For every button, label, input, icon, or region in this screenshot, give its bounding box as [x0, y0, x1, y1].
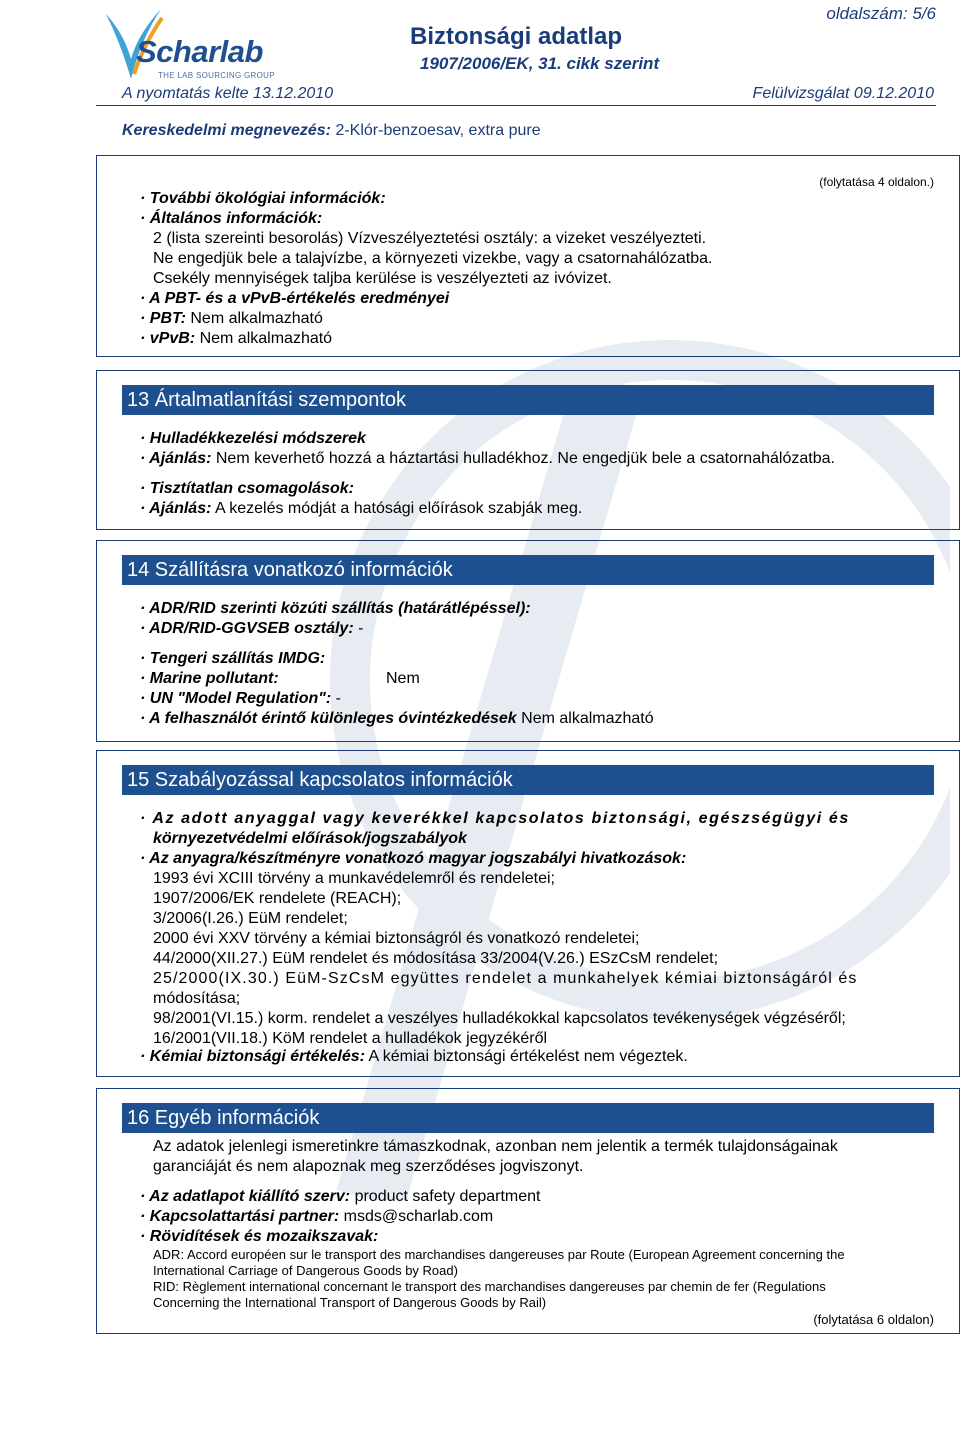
un-regulation-label: · UN "Model Regulation": [140, 690, 332, 707]
continuation-to: (folytatása 6 oldalon) [813, 1312, 934, 1327]
un-regulation-row [140, 690, 341, 708]
issuer-row [140, 1188, 540, 1206]
recommendation-2-label: · Ajánlás: [140, 500, 212, 517]
recommendation-2 [140, 500, 582, 518]
scharlab-logo [96, 4, 286, 88]
marine-pollutant-value: Nem [386, 670, 420, 687]
section-16-heading: 16 Egyéb információk [122, 1103, 934, 1133]
section-14-heading: 14 Szállításra vonatkozó információk [122, 555, 934, 585]
header-divider [96, 105, 936, 106]
abbreviation-adr-1: ADR: Accord européen sur le transport des marchandises dangereuses par Route (European Agreement concerning the [153, 1247, 845, 1262]
issuer-value: product safety department [354, 1188, 541, 1205]
law-item: 16/2001(VII.18.) KöM rendelet a hulladékok jegyzékéről [153, 1030, 548, 1047]
chemical-safety-value: A kémiai biztonsági értékelést nem végeztek. [368, 1048, 688, 1065]
adr-class-row [140, 620, 363, 638]
logo-text: Scharlab [136, 34, 263, 69]
print-date: A nyomtatás kelte 13.12.2010 [122, 85, 334, 102]
document-subtitle: 1907/2006/EK, 31. cikk szerint [420, 54, 660, 73]
special-precautions-value: Nem alkalmazható [521, 710, 654, 727]
issuer-label: · Az adatlapot kiállító szerv: [140, 1188, 351, 1205]
abbreviations-heading: · Rövidítések és mozaikszavak: [140, 1228, 379, 1245]
adr-class-value: - [358, 620, 364, 637]
eco-line-1: 2 (lista szereinti besorolás) Vízveszélyeztetési osztály: a vizeket veszélyezteti. [153, 230, 707, 247]
pbt-results-heading: · A PBT- és a vPvB-értékelés eredményei [140, 290, 450, 307]
recommendation-1 [140, 450, 835, 468]
pbt-row [140, 310, 323, 328]
pbt-label: · PBT: [140, 310, 186, 327]
special-precautions-label: · A felhasználót érintő különleges óvintézkedések [140, 710, 517, 727]
pbt-value: Nem alkalmazható [190, 310, 323, 327]
section-15-heading: 15 Szabályozással kapcsolatos információk [122, 765, 934, 795]
trade-name-label: Kereskedelmi megnevezés: [122, 122, 331, 139]
hungarian-laws-heading: · Az anyagra/készítményre vonatkozó magyar jogszabályi hivatkozások: [140, 850, 687, 867]
document-title: Biztonsági adatlap [410, 23, 623, 50]
recommendation-1-label: · Ajánlás: [140, 450, 212, 467]
section-13-heading: 13 Ártalmatlanítási szempontok [122, 385, 934, 415]
law-item: 2000 évi XXV törvény a kémiai biztonságról és vonatkozó rendeletei; [153, 930, 640, 947]
vpvb-row [140, 330, 332, 348]
trade-name-value: 2-Klór-benzoesav, extra pure [335, 122, 541, 139]
law-item: 25/2000(IX.30.) EüM-SzCsM együttes rendelet a munkahelyek kémiai biztonságáról és [153, 970, 858, 987]
imdg-heading: · Tengeri szállítás IMDG: [140, 650, 326, 667]
disclaimer-line-1: Az adatok jelenlegi ismeretinkre támaszkodnak, azonban nem jelentik a termék tulajdonságainak [153, 1138, 838, 1155]
un-regulation-value: - [335, 690, 341, 707]
special-precautions-row [140, 710, 654, 728]
adr-heading: · ADR/RID szerinti közúti szállítás (határátlépéssel): [140, 600, 531, 617]
eco-line-3: Csekély mennyiségek taljba kerülése is veszélyezteti az ivóvizet. [153, 270, 612, 287]
abbreviation-rid-2: Concerning the International Transport of Dangerous Goods by Rail) [153, 1295, 547, 1310]
vpvb-label: · vPvB: [140, 330, 196, 347]
recommendation-1-value: Nem keverhető hozzá a háztartási hulladékhoz. Ne engedjük bele a csatornahálózatba. [215, 450, 835, 467]
disclaimer-line-2: garanciáját és nem alapoznak meg szerződéses jogviszonyt. [153, 1158, 584, 1175]
regulations-heading-1: · Az adott anyaggal vagy keverékkel kapcsolatos biztonsági, egészségügyi és [140, 810, 850, 827]
contact-row [140, 1208, 493, 1226]
marine-pollutant-label: · Marine pollutant: [140, 670, 279, 687]
abbreviation-rid-1: RID: Règlement international concernant le transport des marchandises dangereuses par chemin de fer (Regulations [153, 1279, 826, 1294]
chemical-safety-label: · Kémiai biztonsági értékelés: [140, 1048, 365, 1065]
contact-value[interactable]: msds@scharlab.com [343, 1208, 494, 1225]
law-item: 98/2001(VI.15.) korm. rendelet a veszélyes hulladékokkal kapcsolatos tevékenységek végzéséről; [153, 1010, 846, 1027]
continuation-from: (folytatása 4 oldalon.) [819, 175, 934, 189]
law-item: 1993 évi XCIII törvény a munkavédelemről és rendeletei; [153, 870, 555, 887]
logo-tagline: THE LAB SOURCING GROUP [158, 71, 275, 80]
law-item: 1907/2006/EK rendelete (REACH); [153, 890, 402, 907]
contact-label: · Kapcsolattartási partner: [140, 1208, 340, 1225]
revision-date: Felülvizsgálat 09.12.2010 [752, 85, 934, 102]
abbreviation-adr-2: International Carriage of Dangerous Goods by Road) [153, 1263, 458, 1278]
law-item: 44/2000(XII.27.) EüM rendelet és módosítása 33/2004(V.26.) ESzCsM rendelet; [153, 950, 719, 967]
eco-line-2: Ne engedjük bele a talajvízbe, a környezeti vizekbe, vagy a csatornahálózatba. [153, 250, 713, 267]
law-item: 3/2006(I.26.) EüM rendelet; [153, 910, 348, 927]
regulations-heading-2: környezetvédelmi előírások/jogszabályok [153, 830, 467, 847]
page-number: oldalszám: 5/6 [826, 4, 936, 23]
recommendation-2-value: A kezelés módját a hatósági előírások szabják meg. [214, 500, 583, 517]
further-eco-heading: · További ökológiai információk: [140, 190, 386, 207]
adr-class-label: · ADR/RID-GGVSEB osztály: [140, 620, 354, 637]
chemical-safety-row [140, 1048, 688, 1066]
general-info-heading: · Általános információk: [140, 210, 323, 227]
vpvb-value: Nem alkalmazható [199, 330, 333, 347]
packaging-heading: · Tisztítatlan csomagolások: [140, 480, 354, 497]
law-item: módosítása; [153, 990, 241, 1007]
waste-methods-heading: · Hulladékkezelési módszerek [140, 430, 366, 447]
trade-name [122, 122, 541, 140]
